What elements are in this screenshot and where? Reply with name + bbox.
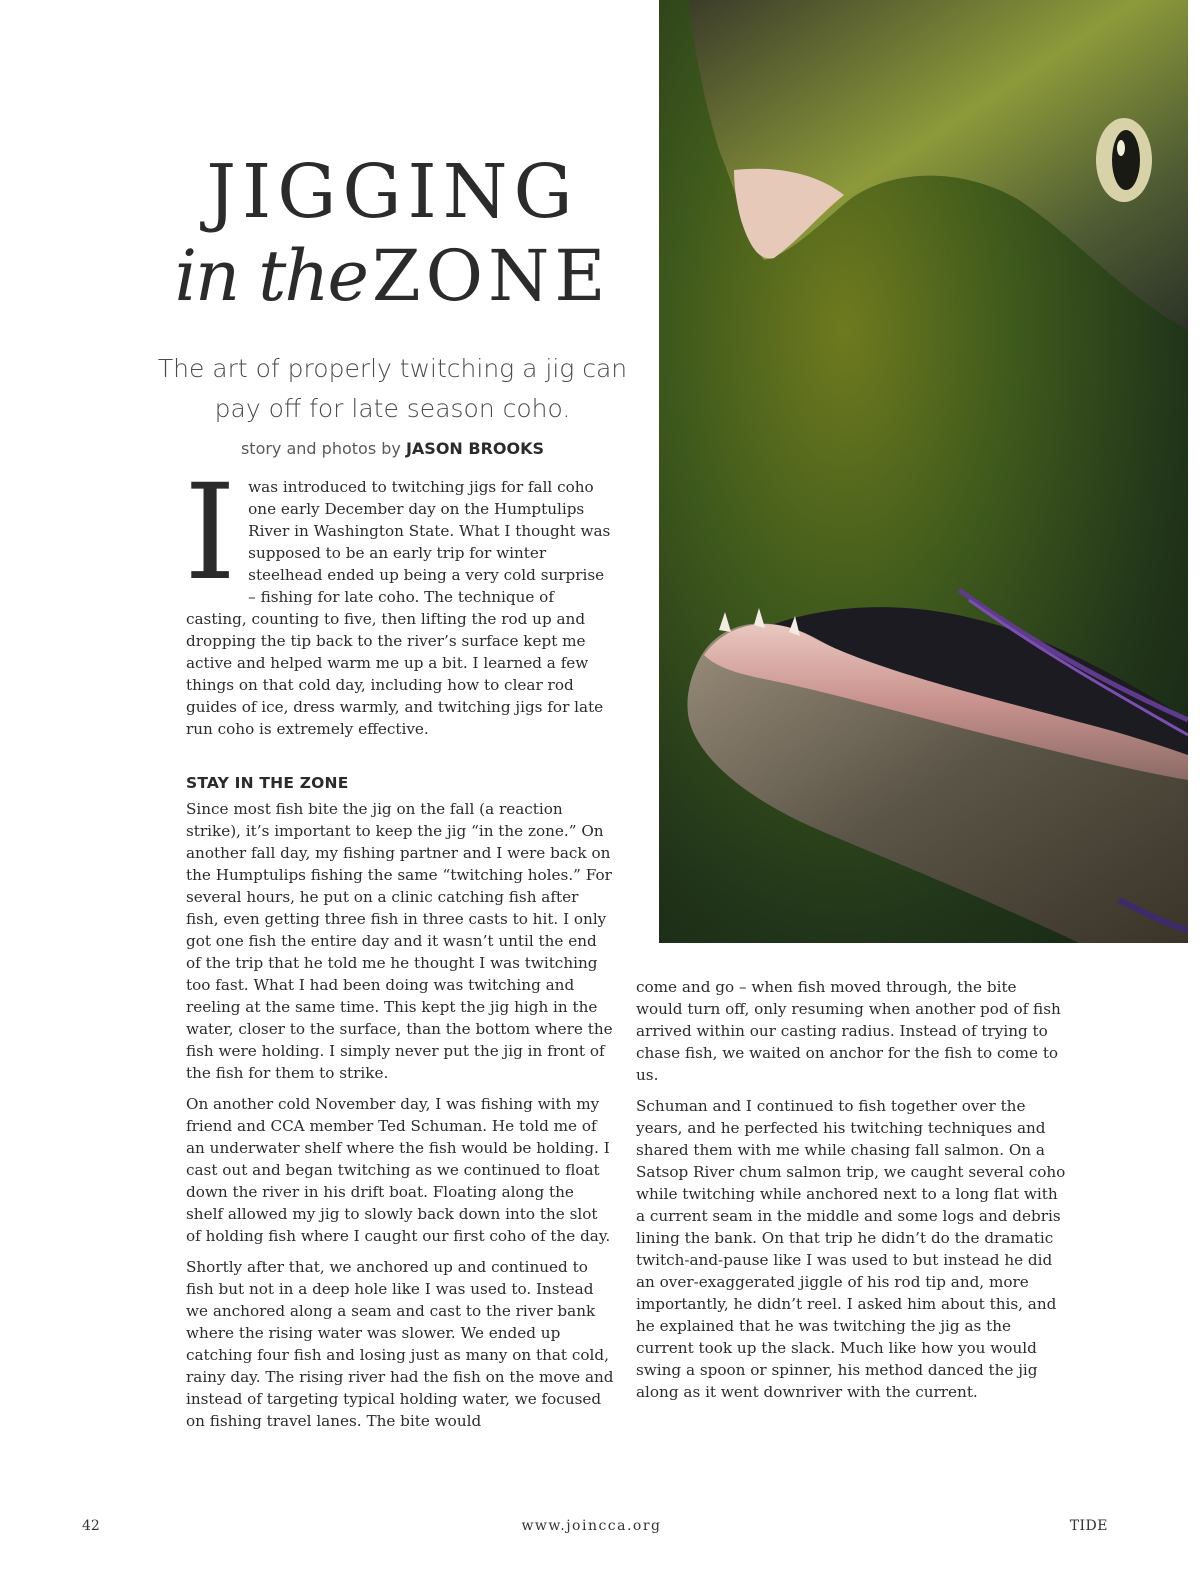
article-column-left [184,456,614,1441]
subtitle: The art of properly twitching a jig can pay off for late season coho. [157,354,628,423]
article-paragraph: On another cold November day, I was fishing with my friend and CCA member Ted Schuman. He told me of an underwater shelf where the fish would be holding. I cast out and began twitching as we continued to float down the river in his drift boat. Floating along the shelf allowed my jig to slowly back down into the slot of holding fish where I caught our first coho of the day. [186,1095,611,1245]
headline-in-the-zone [150,234,635,337]
article-paragraph: Since most fish bite the jig on the fall (a reaction strike), it’s important to keep the jig “in the zone.” On another fall day, my fishing partner and I were back on the Humptulips fishing the same “twitching holes.” For several hours, he put on a clinic catching fish after fish, even getting three fish in three casts to hit. I only got one fish the entire day and it wasn’t until the end of the trip that he told me he thought I was twitching too fast. What I had been doing was twitching and reeling at the same time. This kept the jig high in the water, closer to the surface, than the bottom where the fish were holding. I simply never put the jig in front of the fish for them to strike. [186,800,613,1082]
article-paragraph: come and go – when fish moved through, the bite would turn off, only resuming when another pod of fish arrived within our casting radius. Instead of trying to chase fish, we waited on anchor for the fish to come to us. [636,978,1061,1084]
byline-author: JASON BROOKS [405,439,545,458]
page-number: 42 [82,1518,100,1534]
drop-cap: I [184,456,237,610]
salmon-photo-illustration [659,0,1188,943]
byline-prefix: story and photos by [240,439,401,458]
headline-in-the: in the [174,235,367,317]
salmon-photo [659,0,1188,943]
intro-paragraph [184,456,614,740]
section-heading: STAY IN THE ZONE [186,774,349,792]
headline-block [150,150,635,458]
article-paragraph: Shortly after that, we anchored up and continued to fish but not in a deep hole like I was used to. Instead we anchored along a seam and cast to the river bank where the rising water was slower. We ended up catching four fish and losing just as many on that cold, rainy day. The rising river had the fish on the move and instead of targeting typical holding water, we focused on fishing travel lanes. The bite would [186,1258,614,1430]
footer-url: www.joincca.org [521,1518,662,1534]
headline-zone: ZONE [372,235,611,317]
article-paragraph: Schuman and I continued to fish together over the years, and he perfected his twitching techniques and shared them with me while chasing fall salmon. On a Satsop River chum salmon trip, we caught several coho while twitching while anchored next to a long flat with a current seam in the middle and some logs and debris lining the bank. On that trip he didn’t do the dramatic twitch-and-pause like I was used to but instead he did an over-exaggerated jiggle of his rod tip and, more importantly, he didn’t reel. I asked him about this, and he explained that he was twitching the jig as the current took up the slack. Much like how you would swing a spoon or spinner, his method danced the jig along as it went downriver with the current. [636,1097,1066,1401]
headline-jigging: JIGGING [206,149,579,235]
article-column-right [636,976,1066,1412]
magazine-name: TIDE [1069,1518,1108,1534]
intro-text: was introduced to twitching jigs for fall coho one early December day on the Humptulips River in Washington State. What I thought was supposed to be an early trip for winter steelhead ended up being a very cold surprise – fishing for late coho. The technique of casting, counting to five, then lifting the rod up and dropping the tip back to the river’s surface kept me active and helped warm me up a bit. I learned a few things on that cold day, including how to clear rod guides of ice, dress warmly, and twitching jigs for late run coho is extremely effective. [186,478,611,738]
